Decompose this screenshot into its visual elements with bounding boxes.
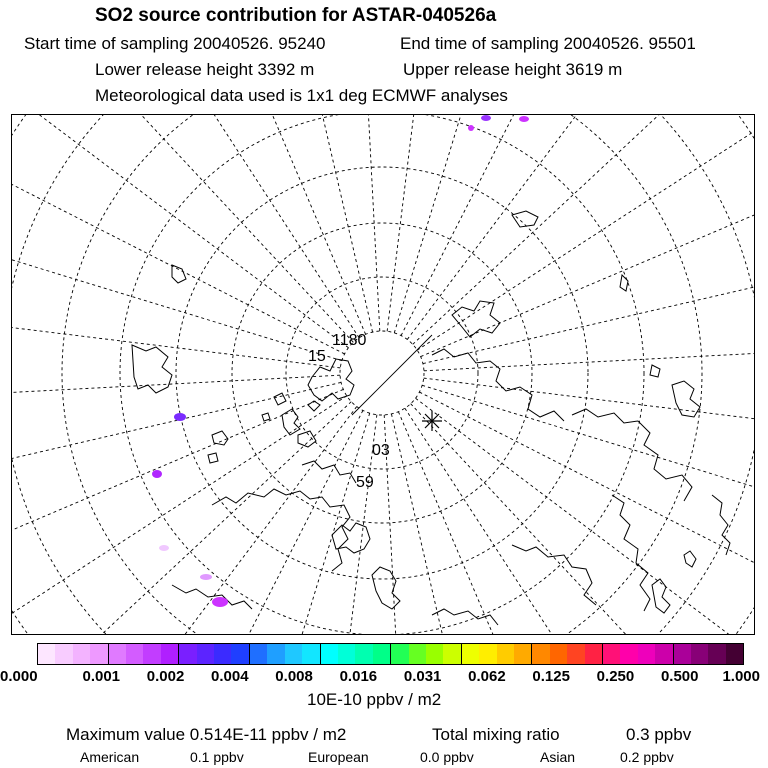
plume-top-2 <box>481 115 491 121</box>
meridian-line <box>424 378 755 483</box>
coastline-archipelago-2 <box>262 393 320 421</box>
plume-southwest-2 <box>200 574 212 580</box>
meridian-line <box>421 115 755 357</box>
colorbar-tick-label: 0.002 <box>146 668 185 685</box>
total-mixing-ratio-label: Total mixing ratio <box>432 725 560 744</box>
colorbar-segment <box>73 644 90 664</box>
colorbar-units: 10E-10 ppbv / m2 <box>307 690 442 709</box>
meridian-line <box>12 389 343 635</box>
plume-top-3 <box>519 116 529 122</box>
region-european-value: 0.0 ppbv <box>420 749 474 765</box>
colorbar-segment <box>391 644 408 664</box>
colorbar-segment <box>214 644 231 664</box>
colorbar-segment <box>267 644 284 664</box>
map-label-2: 15 <box>308 348 326 365</box>
colorbar-tick-label: 0.125 <box>532 668 570 685</box>
meridian-line <box>12 115 359 338</box>
graticule <box>12 115 755 635</box>
plume-top-1 <box>468 125 474 131</box>
meridian-line <box>12 115 348 348</box>
coastline-islands-ne <box>512 211 660 377</box>
colorbar-segment <box>655 644 673 664</box>
colorbar-tick-label: 0.016 <box>339 668 378 685</box>
colorbar-tick-label: 0.004 <box>211 668 249 685</box>
meridian-line <box>12 407 357 635</box>
region-american-name: American <box>80 749 140 765</box>
colorbar-segment <box>143 644 160 664</box>
meridian-line <box>391 414 584 635</box>
colorbar-segment <box>532 644 549 664</box>
meridian-line <box>387 115 492 331</box>
colorbar-segment <box>462 644 479 664</box>
colorbar-segment <box>620 644 637 664</box>
map-label-3: 03 <box>372 442 390 459</box>
meridian-line <box>416 398 755 635</box>
coastline-sw <box>172 585 252 609</box>
meridian-line <box>12 402 351 635</box>
colorbar-segment <box>674 644 691 664</box>
coastline-west-3 <box>208 431 228 463</box>
colorbar-tick-label: 0.062 <box>468 668 506 685</box>
meridian-line <box>12 115 342 361</box>
meridian-line <box>424 326 755 371</box>
region-european-name: European <box>308 749 369 765</box>
colorbar-segment <box>90 644 108 664</box>
coastline-europe <box>432 349 564 421</box>
region-asian-name: Asian <box>540 749 576 765</box>
plume-west-2 <box>152 470 162 478</box>
coastline-south-europe <box>372 567 400 609</box>
region-american-value: 0.1 ppbv <box>190 749 244 765</box>
colorbar-segment <box>355 644 372 664</box>
colorbar-segment <box>409 644 426 664</box>
coastline-alaska <box>302 461 356 483</box>
colorbar-segment <box>38 644 55 664</box>
coastline-north-america <box>212 489 350 571</box>
coastline-west-2 <box>172 265 186 283</box>
meridian-line <box>384 415 429 635</box>
plume-west-1 <box>174 413 186 421</box>
colorbar-segment <box>338 644 355 664</box>
colorbar <box>37 643 744 665</box>
latitude-circle <box>176 167 588 579</box>
colorbar-segment <box>179 644 196 664</box>
meridian-line <box>12 410 363 635</box>
coastline-archipelago-1 <box>282 409 316 447</box>
max-value-label: Maximum value 0.514E-11 ppbv / m2 <box>66 725 347 744</box>
meridian-line <box>401 115 755 336</box>
colorbar-segment <box>691 644 708 664</box>
meridian-line <box>394 115 645 333</box>
colorbar-segment <box>285 644 302 664</box>
colorbar-segment <box>514 644 532 664</box>
total-mixing-ratio-value: 0.3 ppbv <box>626 725 692 744</box>
colorbar-tick-label: 1.000 <box>722 668 760 685</box>
meridian-line <box>12 115 353 342</box>
colorbar-tick-label: 0.008 <box>275 668 313 685</box>
colorbar-tick-label: 0.001 <box>82 668 121 685</box>
colorbar-segment <box>109 644 126 664</box>
meridian-line <box>422 385 755 635</box>
map-title: SO2 source contribution for ASTAR-040526a <box>95 5 497 26</box>
colorbar-segment <box>55 644 72 664</box>
plume-southwest-1 <box>159 545 169 551</box>
coastline-siberia <box>572 409 692 501</box>
latitude-circle <box>232 223 532 523</box>
coastline-korea-japan <box>652 551 696 613</box>
map-canvas <box>12 115 755 635</box>
colorbar-tick-label: 0.031 <box>403 668 442 685</box>
colorbar-segment <box>638 644 655 664</box>
meridian-line <box>12 115 345 354</box>
coastline-west-1 <box>132 345 172 393</box>
latitude-circle <box>62 115 702 635</box>
meridian-line <box>12 396 347 635</box>
region-asian-value: 0.2 ppbv <box>620 749 674 765</box>
meridian-line <box>180 115 373 332</box>
colorbar-segment <box>443 644 461 664</box>
source-marker <box>422 411 442 431</box>
plume-southwest-3 <box>212 597 228 607</box>
meridian-line <box>419 392 755 635</box>
colorbar-segment <box>726 644 743 664</box>
colorbar-segment <box>550 644 567 664</box>
colorbar-segment <box>426 644 443 664</box>
colorbar-segment <box>161 644 179 664</box>
coastline-east-asia <box>612 495 650 611</box>
polar-map <box>11 114 755 635</box>
colorbar-segment <box>373 644 391 664</box>
colorbar-segment <box>497 644 514 664</box>
meridian-line <box>407 115 755 339</box>
colorbar-segment <box>197 644 214 664</box>
coastline-scandinavia <box>452 301 500 337</box>
coastlines <box>132 211 730 625</box>
upper-height-label: Upper release height 3619 m <box>403 60 623 79</box>
coastline-china <box>512 545 596 605</box>
meridian-line <box>411 404 755 635</box>
colorbar-segment <box>567 644 584 664</box>
meridian-line <box>12 263 340 368</box>
coastline-east-edge <box>672 381 700 417</box>
colorbar-segment <box>708 644 725 664</box>
colorbar-segment <box>321 644 338 664</box>
met-data-label: Meteorological data used is 1x1 deg ECMWF analyses <box>95 86 508 105</box>
meridian-line <box>413 115 755 344</box>
colorbar-segment <box>585 644 603 664</box>
colorbar-segment <box>479 644 496 664</box>
end-time-label: End time of sampling 20040526. 95501 <box>400 34 696 53</box>
colorbar-tick-label: 0.000 <box>0 668 38 685</box>
colorbar-segment <box>231 644 249 664</box>
plume-layer <box>152 115 529 607</box>
colorbar-segment <box>126 644 143 664</box>
map-label-4: 59 <box>356 474 374 491</box>
lower-height-label: Lower release height 3392 m <box>95 60 315 79</box>
colorbar-tick-label: 0.500 <box>660 668 699 685</box>
colorbar-segment <box>250 644 267 664</box>
colorbar-segment <box>603 644 620 664</box>
colorbar-tick-label: 0.250 <box>596 668 635 685</box>
coastline-hudson <box>332 523 370 553</box>
start-time-label: Start time of sampling 20040526. 95240 <box>24 34 326 53</box>
map-label-1: 1180 <box>332 332 367 349</box>
meridian-line <box>417 115 755 350</box>
colorbar-segment <box>302 644 320 664</box>
